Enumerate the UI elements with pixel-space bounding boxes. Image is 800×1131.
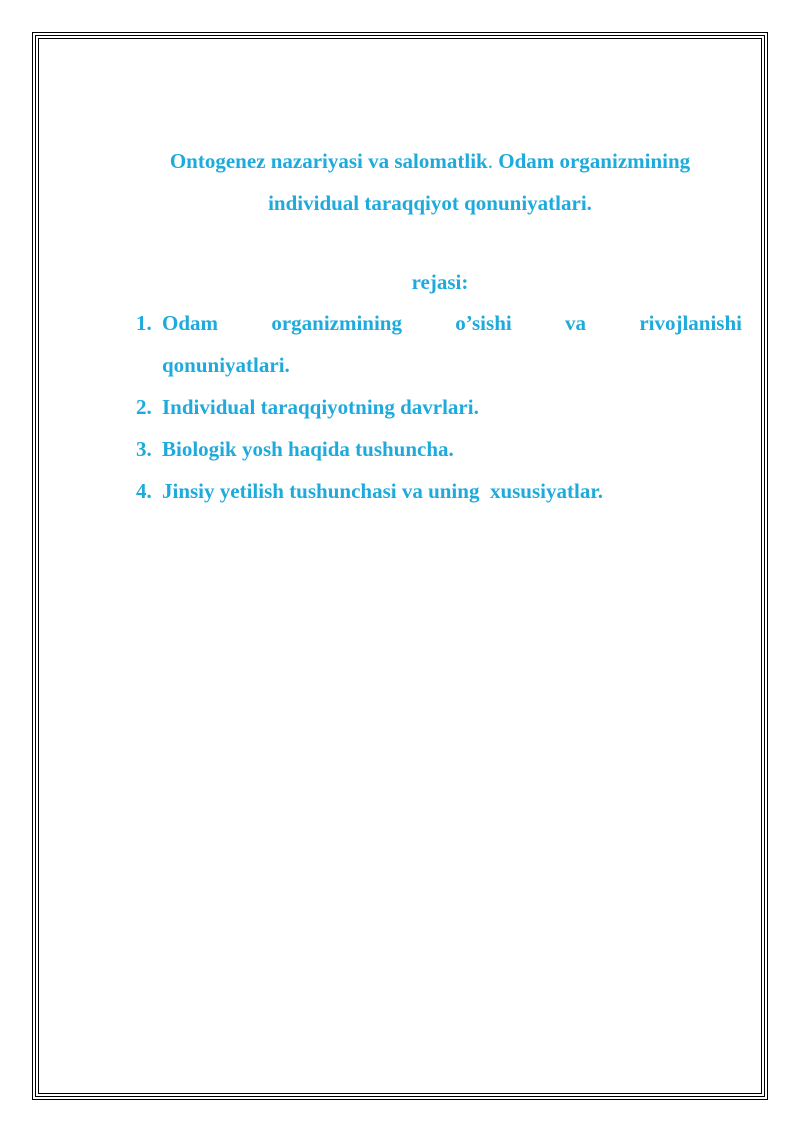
plan-item-2: [130, 386, 742, 428]
title-line-1: [100, 140, 760, 182]
title-part-1: Ontogenez nazariyasi va salomatlik: [169, 149, 488, 173]
plan-item-text: Individual taraqqiyotning davrlari.: [162, 395, 479, 419]
document-title: [100, 140, 760, 224]
plan-item-text: Jinsiy yetilish tushunchasi va uning xususiyatlar.: [162, 479, 603, 503]
plan-item-number: 3.: [136, 437, 152, 461]
plan-item-word: o’sishi: [455, 311, 512, 335]
plan-item-1-line-1: [162, 302, 742, 344]
plan-item-text: Biologik yosh haqida tushuncha.: [162, 437, 454, 461]
plan-item-word: rivojlanishi: [639, 311, 742, 335]
plan-item-3: [130, 428, 742, 470]
plan-heading: rejasi:: [411, 270, 469, 294]
plan-item-4: [130, 470, 742, 512]
plan-list: [130, 302, 742, 512]
plan-item-word: va: [565, 311, 587, 335]
title-separator: .: [487, 149, 493, 173]
title-line-2: individual taraqqiyot qonuniyatlari.: [268, 191, 592, 215]
plan-item-number: 2.: [136, 395, 152, 419]
plan-item-1-line-2: qonuniyatlari.: [162, 353, 290, 377]
plan-item-number: 1.: [136, 311, 152, 335]
plan-item-word: organizmining: [271, 311, 402, 335]
plan-item-1: [130, 302, 742, 386]
plan-item-number: 4.: [136, 479, 152, 503]
title-part-2: Odam organizmining: [492, 149, 691, 173]
plan-item-word: Odam: [162, 311, 219, 335]
